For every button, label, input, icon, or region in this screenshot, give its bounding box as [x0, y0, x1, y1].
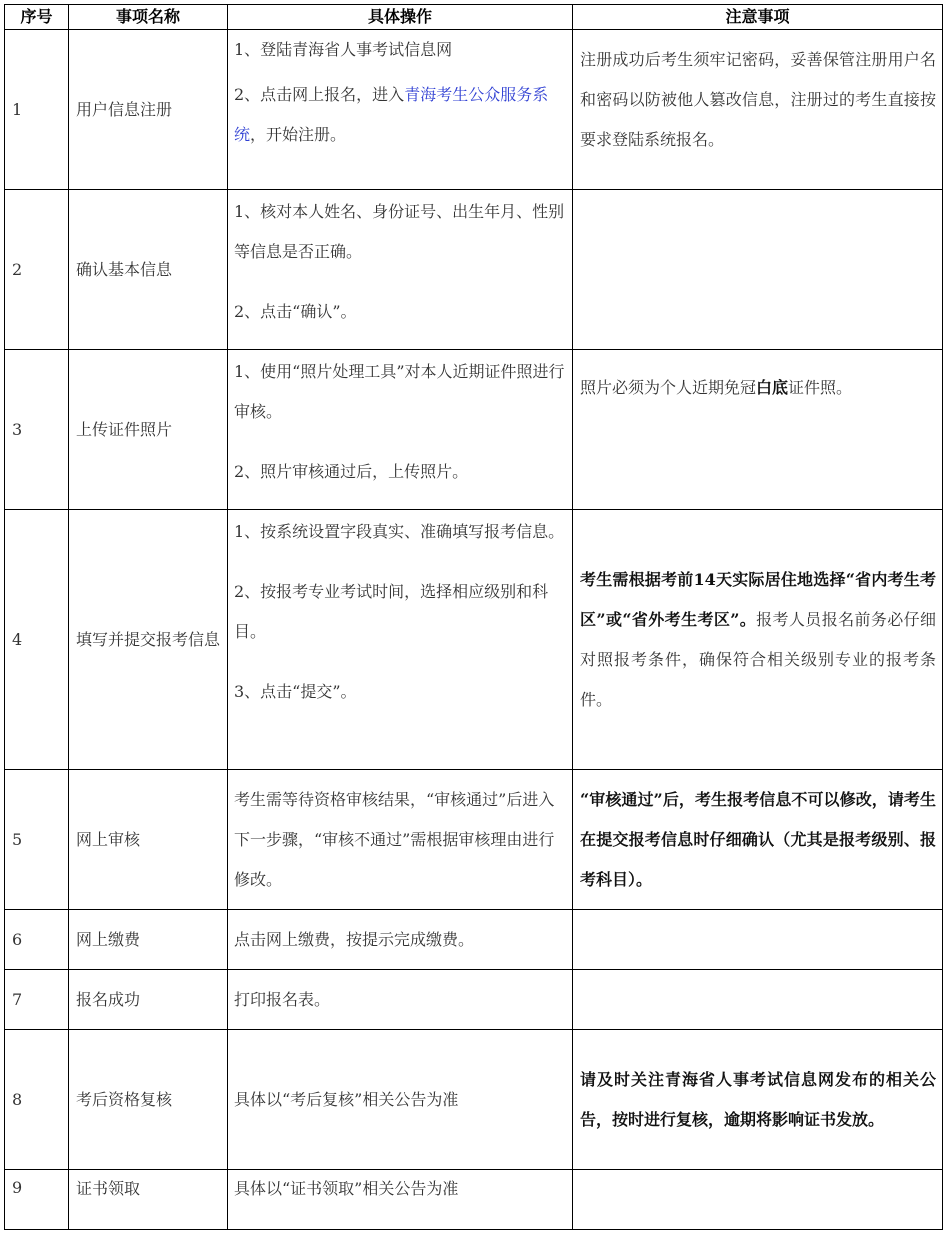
table-header-row — [5, 5, 943, 30]
note-cell — [573, 1030, 943, 1170]
operation-cell — [228, 970, 573, 1030]
operation-step: 3、点击“提交”。 — [234, 682, 357, 701]
note-cell — [573, 770, 943, 910]
operation-step — [234, 75, 566, 155]
registration-steps-table — [4, 4, 943, 1230]
operation-step: 打印报名表。 — [234, 989, 331, 1009]
header-no: 序号 — [5, 5, 69, 30]
table-row — [5, 770, 943, 910]
row-number: 9 — [5, 1170, 69, 1230]
table-row — [5, 1170, 943, 1230]
item-name: 确认基本信息 — [69, 190, 228, 350]
note-emphasis: 考生需根据考前14天实际居住地选择“省内考生考区”或“省外考生考区”。 — [580, 569, 936, 629]
table-row — [5, 1030, 943, 1170]
item-name: 网上缴费 — [69, 910, 228, 970]
operation-step: 点击网上缴费，按提示完成缴费。 — [234, 929, 475, 949]
note-cell — [573, 30, 943, 190]
operation-cell — [228, 510, 573, 770]
header-name: 事项名称 — [69, 5, 228, 30]
table-row — [5, 30, 943, 190]
operation-cell — [228, 190, 573, 350]
note-cell — [573, 190, 943, 350]
note-cell — [573, 910, 943, 970]
row-number: 1 — [5, 30, 69, 190]
header-operation: 具体操作 — [228, 5, 573, 30]
operation-step: 2、点击“确认”。 — [234, 302, 357, 321]
operation-step: 1、按系统设置字段真实、准确填写报考信息。 — [234, 522, 565, 541]
operation-step: 考生需等待资格审核结果，“审核通过”后进入下一步骤，“审核不通过”需根据审核理由进行修改。 — [234, 789, 555, 889]
operation-step: 具体以“考后复核”相关公告为准 — [234, 1089, 459, 1109]
operation-text: ，开始注册。 — [250, 125, 347, 144]
table-row — [5, 350, 943, 510]
item-name: 填写并提交报考信息 — [69, 510, 228, 770]
item-name: 证书领取 — [69, 1170, 228, 1230]
item-name: 网上审核 — [69, 770, 228, 910]
row-number: 7 — [5, 970, 69, 1030]
row-number: 4 — [5, 510, 69, 770]
note-cell — [573, 1170, 943, 1230]
operation-cell — [228, 350, 573, 510]
item-name: 用户信息注册 — [69, 30, 228, 190]
note-emphasis: 白底 — [756, 378, 789, 397]
operation-cell — [228, 1170, 573, 1230]
table-row — [5, 970, 943, 1030]
note-emphasis: 请及时关注青海省人事考试信息网发布的相关公告，按时进行复核，逾期将影响证书发放。 — [580, 1069, 936, 1129]
table-row — [5, 910, 943, 970]
note-text: 证件照。 — [788, 378, 853, 397]
row-number: 8 — [5, 1030, 69, 1170]
note-cell — [573, 970, 943, 1030]
row-number: 2 — [5, 190, 69, 350]
table-row — [5, 510, 943, 770]
operation-step: 具体以“证书领取”相关公告为准 — [234, 1179, 459, 1198]
operation-step: 1、使用“照片处理工具”对本人近期证件照进行审核。 — [234, 362, 565, 421]
operation-cell — [228, 910, 573, 970]
table-row — [5, 190, 943, 350]
note-text: 报考人员报名前务必仔细对照报考条件，确保符合相关级别专业的报考条件。 — [580, 609, 936, 709]
operation-cell — [228, 1030, 573, 1170]
row-number: 3 — [5, 350, 69, 510]
system-link[interactable]: 青海考生公众服务系统 — [234, 85, 549, 144]
operation-step: 1、登陆青海省人事考试信息网 — [234, 40, 453, 59]
operation-step: 1、核对本人姓名、身份证号、出生年月、性别等信息是否正确。 — [234, 202, 565, 261]
item-name: 报名成功 — [69, 970, 228, 1030]
row-number: 6 — [5, 910, 69, 970]
header-notes: 注意事项 — [573, 5, 943, 30]
note-emphasis: “审核通过”后，考生报考信息不可以修改，请考生在提交报考信息时仔细确认（尤其是报考级别、报考科目）。 — [580, 789, 936, 889]
operation-text: 2、点击网上报名，进入 — [234, 85, 405, 104]
item-name: 考后资格复核 — [69, 1030, 228, 1170]
operation-cell — [228, 30, 573, 190]
operation-step: 2、按报考专业考试时间，选择相应级别和科目。 — [234, 582, 549, 641]
row-number: 5 — [5, 770, 69, 910]
item-name: 上传证件照片 — [69, 350, 228, 510]
note-text: 注册成功后考生须牢记密码，妥善保管注册用户名和密码以防被他人篡改信息，注册过的考生直接按要求登陆系统报名。 — [580, 50, 936, 149]
note-text: 照片必须为个人近期免冠 — [580, 378, 757, 397]
operation-step: 2、照片审核通过后，上传照片。 — [234, 462, 469, 481]
note-cell — [573, 350, 943, 510]
note-cell — [573, 510, 943, 770]
operation-cell — [228, 770, 573, 910]
